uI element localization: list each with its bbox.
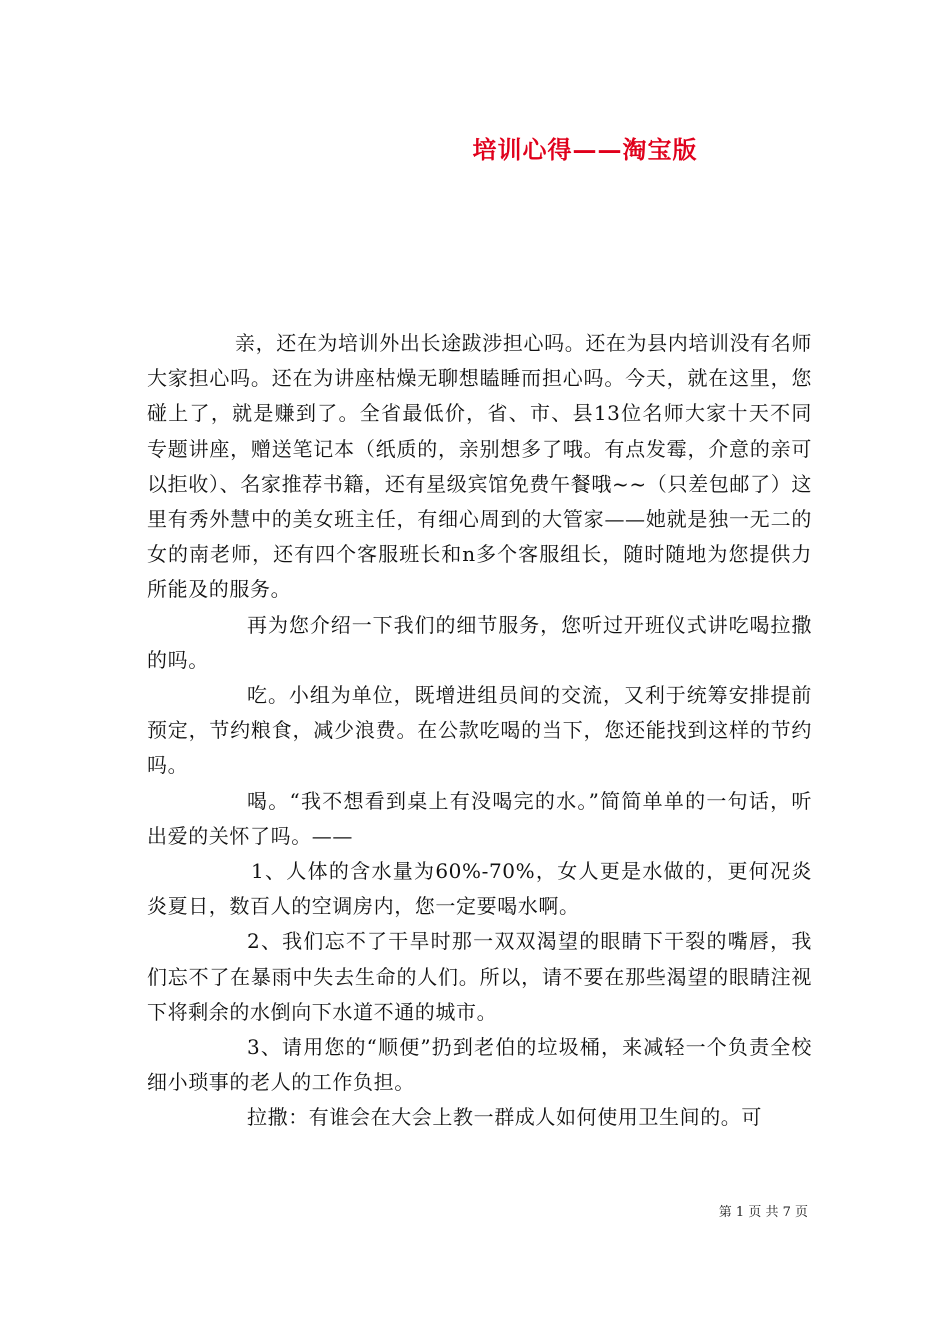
paragraph-detail-service: 再为您介绍一下我们的细节服务，您听过开班仪式讲吃喝拉撒的吗。 bbox=[147, 612, 812, 672]
page-number-footer: 第 1 页 共 7 页 bbox=[718, 1205, 808, 1220]
paragraph-eat: 吃。小组为单位，既增进组员间的交流，又利于统筹安排提前预定，节约粮食，减少浪费。在公款吃喝的当下，您还能找到这样的节约吗。 bbox=[147, 683, 812, 778]
paragraph-drink: 喝。“我不想看到桌上有没喝完的水。”简简单单的一句话，听出爱的关怀了吗。—— bbox=[147, 788, 812, 848]
document-body bbox=[147, 326, 812, 1136]
document-title: 培训心得——淘宝版 bbox=[472, 135, 698, 164]
paragraph-drink-point-3: 3、请用您的“顺便”扔到老伯的垃圾桶，来减轻一个负责全校细小琐事的老人的工作负担。 bbox=[147, 1035, 812, 1095]
paragraph-drink-point-2: 2、我们忘不了干旱时那一双双渴望的眼睛下干裂的嘴唇，我们忘不了在暴雨中失去生命的人们。所以，请不要在那些渴望的眼睛注视下将剩余的水倒向下水道不通的城市。 bbox=[147, 929, 812, 1024]
paragraph-intro: 亲，还在为培训外出长途跋涉担心吗。还在为县内培训没有名师大家担心吗。还在为讲座枯燥无聊想瞌睡而担心吗。今天，就在这里，您碰上了，就是赚到了。全省最低价，省、市、县13位名师大家十天不同专题讲座，赠送笔记本（纸质的，亲别想多了哦。有点发霉，介意的亲可以拒收）、名家推荐书籍，还有星级宾馆免费午餐哦~~（只差包邮了）这里有秀外慧中的美女班主任，有细心周到的大管家——她就是独一无二的女的南老师，还有四个客服班长和n多个客服组长，随时随地为您提供力所能及的服务。 bbox=[147, 331, 812, 602]
paragraph-toilet: 拉撒：有谁会在大会上教一群成人如何使用卫生间的。可 bbox=[247, 1105, 762, 1130]
paragraph-drink-point-1: 1、人体的含水量为60%-70%，女人更是水做的，更何况炎炎夏日，数百人的空调房内，您一定要喝水啊。 bbox=[147, 859, 812, 919]
